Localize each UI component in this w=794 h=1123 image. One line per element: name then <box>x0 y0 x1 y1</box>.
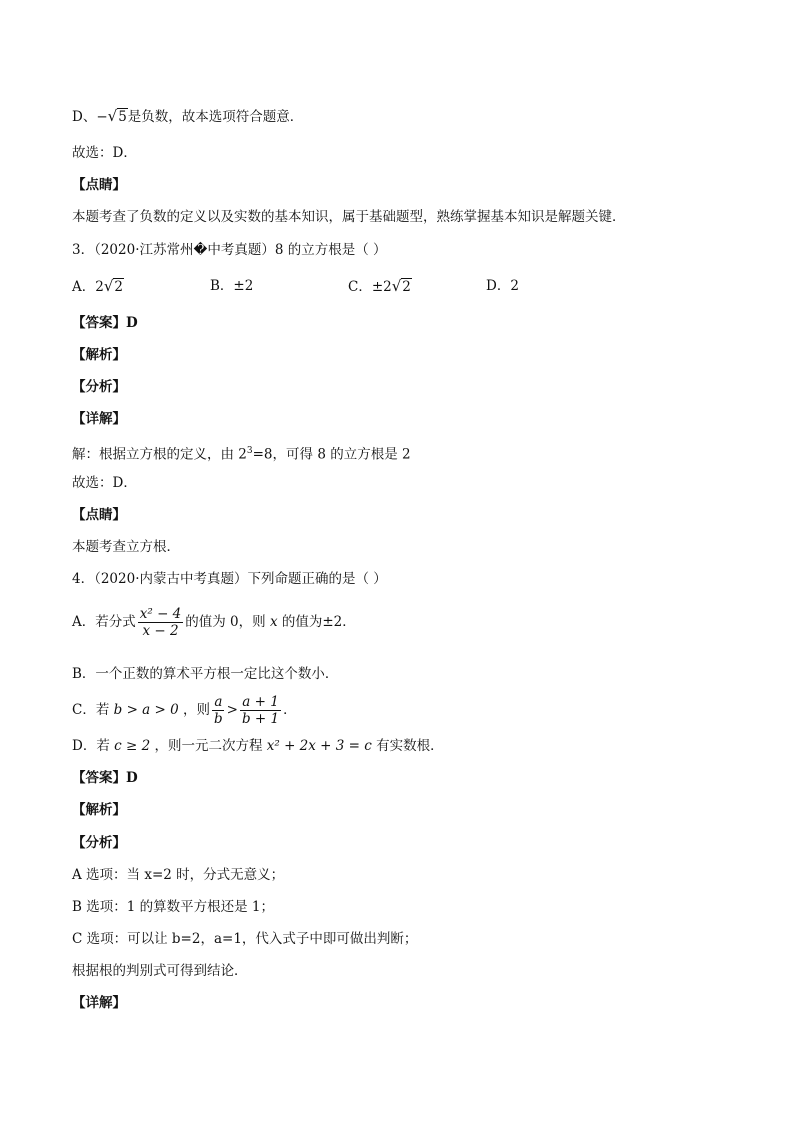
q4-option-d: D．若 c ≥ 2 ，则一元二次方程 x² + 2x + 3 = c 有实数根． <box>72 738 444 754</box>
q3-xiangjie: 【详解】 <box>72 411 126 427</box>
q3-jiexi: 【解析】 <box>72 347 126 363</box>
q4-fenxi: 【分析】 <box>72 835 126 851</box>
q4-jiexi: 【解析】 <box>72 802 126 818</box>
fraction-c2: $\frac{a + 1}{b + 1}$ <box>241 694 280 727</box>
dianjing-heading: 【点睛】 <box>72 177 126 193</box>
sqrt-2: √2 <box>103 277 123 295</box>
q3-answer: 【答案】D <box>72 315 138 331</box>
q3-dianjing-text: 本题考查立方根． <box>72 539 180 555</box>
q3-solution: 解：根据立方根的定义，由 $2^3=8$，可得 8 的立方根是 2 <box>72 446 411 463</box>
q3-dianjing: 【点睛】 <box>72 507 126 523</box>
question-4-title: 4．（2020·内蒙古中考真题）下列命题正确的是（ ） <box>72 571 387 587</box>
q3-option-c: C．±2√2 <box>348 277 411 295</box>
question-3-title: 3．（2020·江苏常州�中考真题）8 的立方根是（ ） <box>72 242 387 258</box>
q4-analysis-c: C 选项：可以让 b=2，a=1，代入式子中即可做出判断； <box>72 931 418 947</box>
q4-answer: 【答案】D <box>72 770 138 786</box>
q3-fenxi: 【分析】 <box>72 379 126 395</box>
q3-option-d: D．2 <box>486 278 519 294</box>
q4-option-c: C．若 b > a > 0 ，则 $\frac{a}{b}$ > $\frac{a + 1}{b + 1}$ ． <box>72 694 297 727</box>
fraction-a: $\frac{\text{x² − 4}}{x - 2}$ <box>139 606 182 639</box>
fraction-c1: $\frac{a}{b}$ <box>214 694 223 727</box>
q3-option-b: B．±2 <box>210 278 254 294</box>
sqrt-2: √2 <box>391 277 411 295</box>
q4-analysis-d: 根据根的判别式可得到结论． <box>72 963 248 979</box>
q4-analysis-b: B 选项：1 的算数平方根还是 1； <box>72 899 274 915</box>
q4-option-b: B．一个正数的算术平方根一定比这个数小． <box>72 666 339 682</box>
choose-line: 故选：D． <box>72 145 137 161</box>
dianjing-text: 本题考查了负数的定义以及实数的基本知识，属于基础题型，熟练掌握基本知识是解题关键． <box>72 209 626 225</box>
q3-choose: 故选：D． <box>72 475 137 491</box>
q3-option-a: A．2√2 <box>72 277 123 295</box>
q4-option-a: A．若分式 $\frac{\text{x² − 4}}{x - 2}$ 的值为 0，则 x 的值为±2． <box>72 606 356 639</box>
sqrt-5: √5 <box>107 107 127 125</box>
q4-xiangjie: 【详解】 <box>72 995 126 1011</box>
q4-analysis-a: A 选项：当 x=2 时，分式无意义； <box>72 867 285 883</box>
option-d-line: D、−√5是负数，故本选项符合题意． <box>72 107 304 125</box>
